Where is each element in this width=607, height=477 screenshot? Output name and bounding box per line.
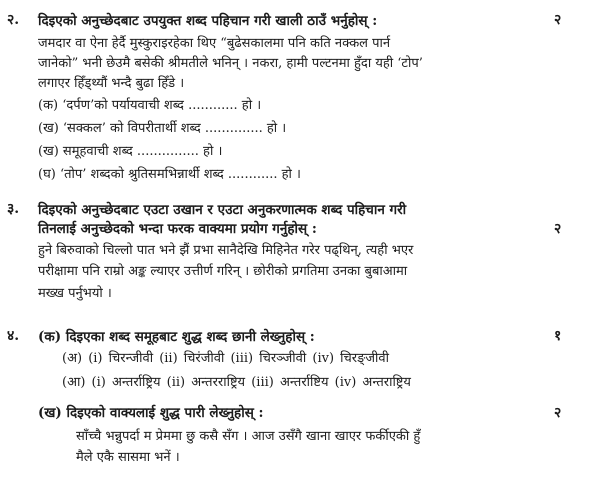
question-4b-heading: (ख) दिइएको वाक्यलाई शुद्ध पारी लेख्नुहोस् : xyxy=(38,405,264,421)
question-2-heading: दिइएको अनुच्छेदबाट उपयुक्त शब्द पहिचान गरी खाली ठाउँ भर्नुहोस् : xyxy=(38,13,378,29)
question-2-item-gha: (घ) ‘तोप’ शब्दको श्रुतिसमभिन्नार्थी शब्द ............ हो । xyxy=(38,167,301,182)
question-4b-sentence-line: साँच्चै भन्नुपर्दा म प्रेममा छु कसै सँग । आज उसँगै खाना खाएर फर्कीएकी हुँ xyxy=(76,429,421,444)
question-3-passage-line: मख्ख पर्नुभयो । xyxy=(38,286,112,301)
question-4a-option-row: (आ) (i) अन्तर्राष्ट्रिय (ii) अन्तरराष्ट्रिय (iii) अन्तर्राष्टिय (iv) अन्तराष्ट्रिय xyxy=(62,375,411,390)
question-4b-marks: २ xyxy=(554,405,562,421)
question-2-passage-line: लगाएर हिँड्थ्यौं भन्दै बुढा हिँडे । xyxy=(38,76,185,91)
question-2-passage-line: जानेको” भनी छेउमै बसेकी श्रीमतीले भनिन् । नकरा, हामी पल्टनमा हुँदा यही ‘टोप’ xyxy=(38,56,423,71)
question-2-item-kha: (ख) ‘सक्कल’ को विपरीतार्थी शब्द .............. हो । xyxy=(38,121,287,136)
question-2-item-ka: (क) ‘दर्पण’को पर्यायवाची शब्द ............ हो । xyxy=(38,98,262,113)
question-4a-option-row: (अ) (i) चिरन्जीवी (ii) चिरंजीवी (iii) चिरञ्जीवी (iv) चिरङ्जीवी xyxy=(62,351,389,366)
question-3-passage-line: परीक्षामा पनि राम्रो अङ्क ल्याएर उत्तीर्ण गरिन् । छोरीको प्रगतिमा उनका बुबाआमा xyxy=(38,264,408,279)
question-3-heading-line: दिइएको अनुच्छेदबाट एउटा उखान र एउटा अनुकरणात्मक शब्द पहिचान गरी xyxy=(38,202,407,218)
question-4-number: ४. xyxy=(7,328,20,344)
question-4a-heading: (क) दिइएका शब्द समूहबाट शुद्ध शब्द छानी लेख्नुहोस् : xyxy=(38,329,315,345)
question-2-passage-line: जमदार वा ऐना हेर्दै मुस्कुराइरहेका थिए “बुढेसकालमा पनि कति नक्कल पार्न xyxy=(38,36,391,51)
question-2-item-kha-2: (ख) समूहवाची शब्द ............... हो । xyxy=(38,144,223,159)
question-3-heading-line: तिनलाई अनुच्छेदको भन्दा फरक वाक्यमा प्रयोग गर्नुहोस् : xyxy=(38,221,317,237)
question-4b-sentence-line: मैले एकै सासमा भनें । xyxy=(76,450,180,465)
question-2-marks: २ xyxy=(554,12,562,28)
question-4a-marks: १ xyxy=(554,328,562,344)
question-3-passage-line: हुने बिरुवाको चिल्लो पात भने झैं प्रभा सानैदेखि मिहिनेत गरेर पढ्थिन्, त्यही भएर xyxy=(38,243,414,258)
question-2-number: २. xyxy=(7,12,20,28)
question-3-number: ३. xyxy=(7,201,20,217)
question-3-marks: २ xyxy=(554,221,562,237)
